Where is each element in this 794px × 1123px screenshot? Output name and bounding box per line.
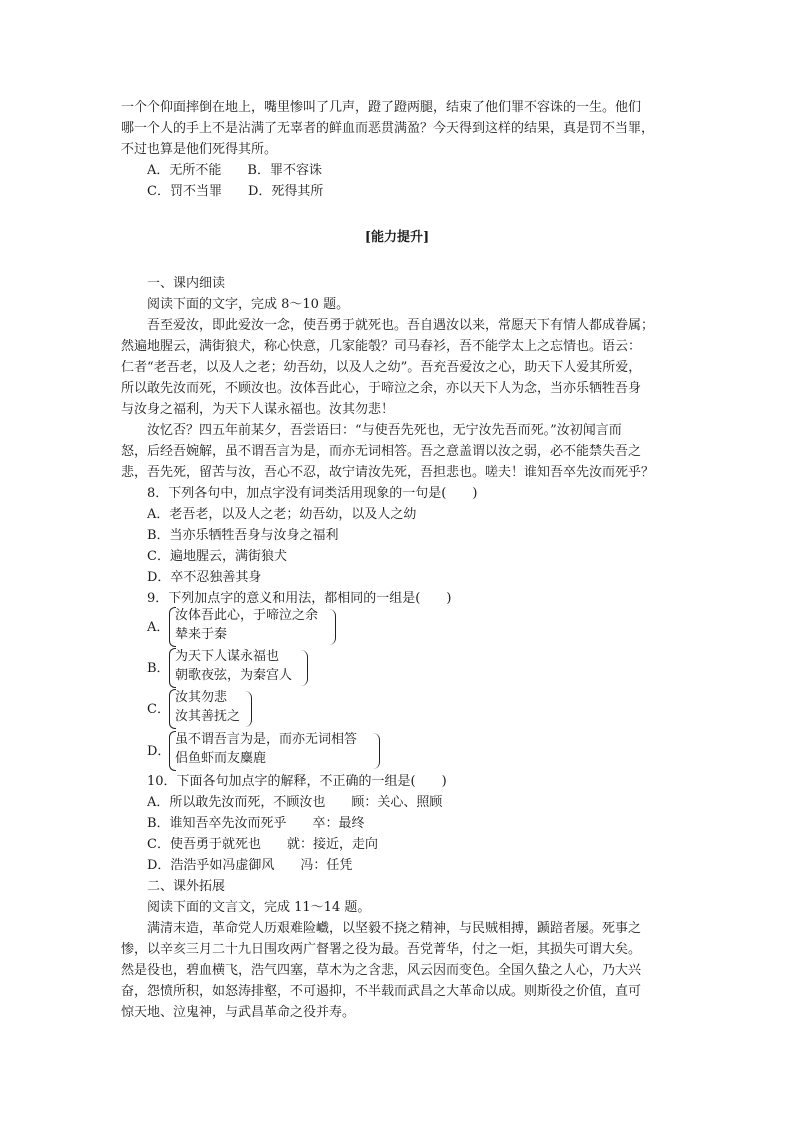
- option-line: 汝其善抚之: [175, 709, 241, 724]
- option-line: 汝其勿悲: [175, 690, 228, 705]
- question-9-option-d: [147, 731, 387, 771]
- para1-line: 所以敢先汝而死，不顾汝也。汝体吾此心，于啼泣之余，亦以天下人为念，当亦乐牺牲吾身: [121, 381, 642, 396]
- question-8-option: A．老吾老，以及人之老；幼吾幼，以及人之幼: [147, 507, 417, 522]
- right-brace: [301, 650, 308, 686]
- option-label: A．: [147, 620, 170, 635]
- right-brace: [245, 691, 252, 727]
- para2-line: 悲，吾先死，留苦与汝，吾心不忍，故宁请汝先死，吾担悲也。嗟夫！谁知吾卒先汝而死乎？: [121, 465, 655, 480]
- part2-instruction: 阅读下面的文言文，完成 11～14 题。: [147, 900, 371, 915]
- para2-line: 汝忆否？四五年前某夕，吾尝语曰：“与使吾先死也，无宁汝先吾而死。”汝初闻言而: [147, 423, 622, 438]
- option-line: 汝体吾此心，于啼泣之余: [175, 608, 319, 623]
- option-line: 虽不谓吾言为是，而亦无词相答: [175, 732, 358, 747]
- part2-para-line: 然是役也，碧血横飞，浩气四塞，草木为之含悲，风云因而变色。全国久蛰之人心，乃大兴: [121, 963, 642, 978]
- part2-title: 二、课外拓展: [147, 879, 226, 894]
- option-label: B．: [147, 661, 170, 676]
- part2-para-line: 奋，怨愤所积，如怒涛排壑，不可遏抑，不半载而武昌之大革命以成。则斯役之价值，直可: [121, 984, 642, 999]
- para1-line: 与汝身之福利，为天下人谋永福也。汝其勿悲！: [121, 402, 395, 417]
- option-line: 侣鱼虾而友麋鹿: [175, 751, 267, 766]
- question-9-option-c: [147, 689, 267, 729]
- intro-line-3: 不过也算是他们死得其所。: [121, 142, 278, 157]
- right-brace: [329, 609, 336, 645]
- para1-line: 仁者“老吾老，以及人之老；幼吾幼，以及人之幼”。吾充吾爱汝之心，助天下人爱其所爱，: [121, 360, 642, 375]
- option-line: 为天下人谋永福也: [175, 649, 280, 664]
- question-10-option: B．谁知吾卒先汝而死乎 卒：最终: [147, 816, 365, 831]
- question-8-option: D．卒不忍独善其身: [147, 570, 262, 585]
- question-9-stem: 9．下列加点字的意义和用法，都相同的一组是( ): [147, 591, 452, 606]
- part2-para-line: 惨，以辛亥三月二十九日围攻两广督署之役为最。吾党菁华，付之一炬，其损失可谓大矣。: [121, 942, 642, 957]
- question-10-stem: 10．下面各句加点字的解释，不正确的一组是( ): [147, 774, 447, 789]
- option-line: 朝歌夜弦，为秦宫人: [175, 668, 293, 683]
- question-9-option-a: [147, 607, 347, 647]
- para1-line: 吾至爱汝，即此爱汝一念，使吾勇于就死也。吾自遇汝以来，常愿天下有情人都成眷属；: [147, 318, 655, 333]
- question-10-option: D．浩浩乎如冯虚御风 冯：任凭: [147, 858, 353, 873]
- question-10-option: C．使吾勇于就死也 就：接近，走向: [147, 837, 378, 852]
- option-line: 辇来于秦: [175, 627, 228, 642]
- option-label: D．: [147, 744, 171, 759]
- para2-line: 怒，后经吾婉解，虽不谓吾言为是，而亦无词相答。吾之意盖谓以汝之弱，必不能禁失吾之: [121, 444, 642, 459]
- intro-line-2: 哪一个人的手上不是沾满了无辜者的鲜血而恶贯满盈？今天得到这样的结果，真是罚不当罪，: [121, 121, 655, 136]
- question-10-option: A．所以敢先汝而死，不顾汝也 顾：关心、照顾: [147, 795, 443, 810]
- section-heading: [能力提升]: [364, 230, 430, 245]
- part1-instruction: 阅读下面的文字，完成 8～10 题。: [147, 297, 350, 312]
- option-label: C．: [147, 702, 170, 717]
- intro-line-1: 一个个仰面摔倒在地上，嘴里惨叫了几声，蹬了蹬两腿，结束了他们罪不容诛的一生。他们: [121, 100, 642, 115]
- question-8-option: B．当亦乐牺牲吾身与汝身之福利: [147, 528, 339, 543]
- question-8-option: C．遍地腥云，满街狼犬: [147, 549, 287, 564]
- part1-title: 一、课内细读: [147, 276, 226, 291]
- part2-para-line: 满清末造，革命党人历艰难险巇，以坚毅不挠之精神，与民贼相搏，踬踣者屡。死事之: [147, 921, 642, 936]
- option-row-cd: C．罚不当罪 D．死得其所: [147, 184, 324, 199]
- right-brace: [373, 733, 380, 769]
- question-9-option-b: [147, 648, 317, 688]
- question-8-stem: 8．下列各句中，加点字没有词类活用现象的一句是( ): [147, 486, 478, 501]
- part2-para-line: 惊天地、泣鬼神，与武昌革命之役并寿。: [121, 1005, 356, 1020]
- option-row-ab: A．无所不能 B．罪不容诛: [147, 163, 322, 178]
- para1-line: 然遍地腥云，满街狼犬，称心快意，几家能彀？司马春衫，吾不能学太上之忘情也。语云：: [121, 339, 642, 354]
